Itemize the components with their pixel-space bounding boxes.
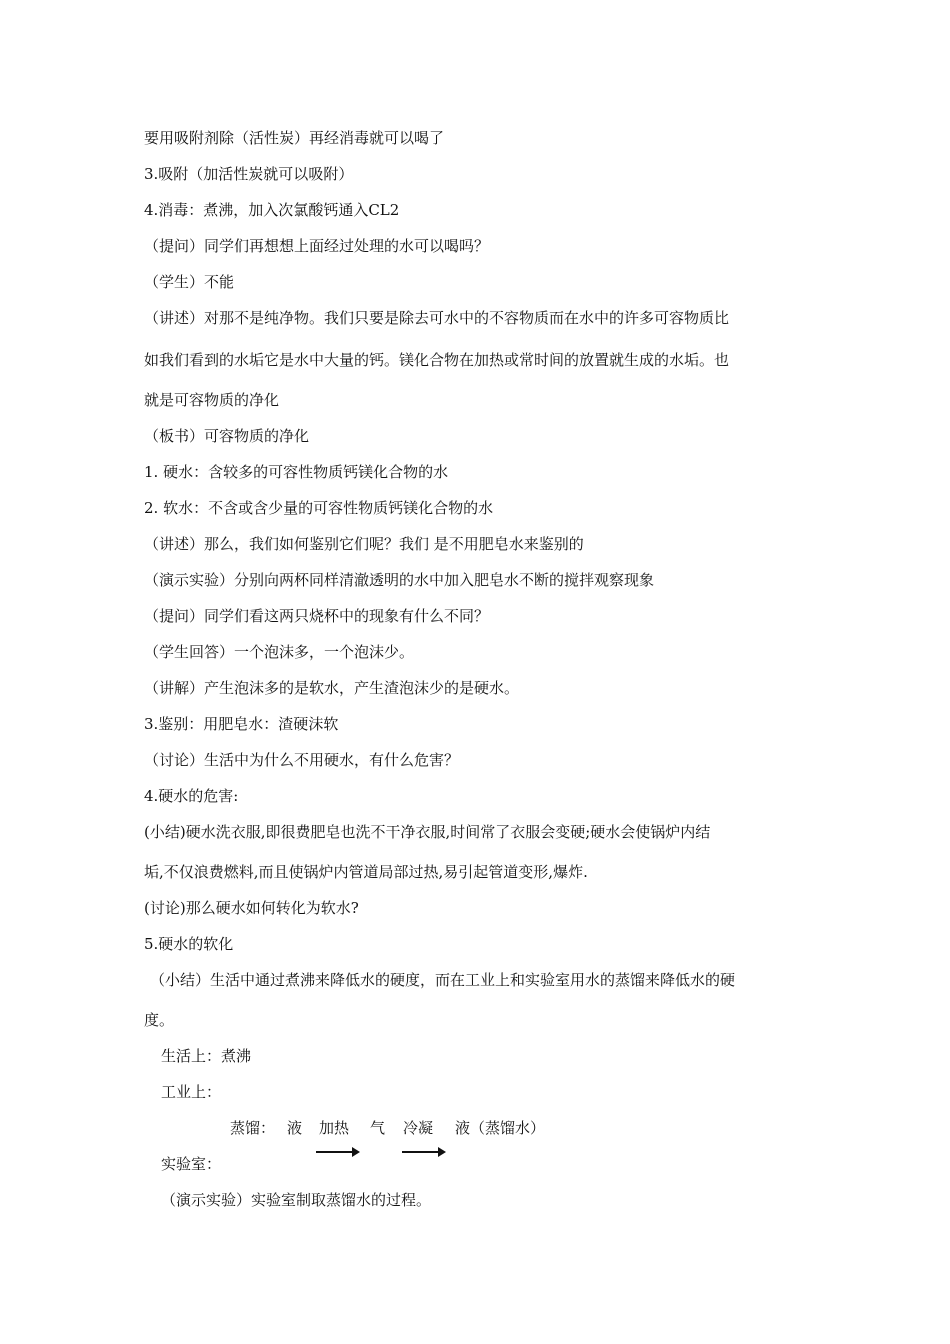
text-line: （讨论）生活中为什么不用硬水，有什么危害？	[144, 751, 460, 769]
distill-gas: 气	[370, 1119, 386, 1137]
text-line: 垢,不仅浪费燃料,而且使锅炉内管道局部过热,易引起管道变形,爆炸.	[144, 863, 588, 881]
text-line: （讲解）产生泡沫多的是软水，产生渣泡沫少的是硬水。	[144, 679, 520, 697]
distill-condense-label: 冷凝	[403, 1119, 434, 1137]
text-line: 4.消毒：煮沸，加入次氯酸钙通入CL2	[144, 201, 400, 219]
text-line: 如我们看到的水垢它是水中大量的钙。镁化合物在加热或常时间的放置就生成的水垢。也	[144, 351, 730, 369]
heat-arrow-icon	[316, 1151, 354, 1153]
text-line: （提问）同学们看这两只烧杯中的现象有什么不同？	[144, 607, 490, 625]
text-line: 要用吸附剂除（活性炭）再经消毒就可以喝了	[144, 129, 445, 147]
text-line: 度。	[144, 1011, 175, 1029]
text-line: （演示实验）实验室制取蒸馏水的过程。	[161, 1191, 432, 1209]
text-line: 实验室：	[161, 1155, 222, 1173]
text-line: 3.鉴别：用肥皂水：渣硬沫软	[144, 715, 339, 733]
text-line: (讨论)那么硬水如何转化为软水?	[144, 899, 359, 917]
text-line: 3.吸附（加活性炭就可以吸附）	[144, 165, 354, 183]
text-line: 5.硬水的软化	[144, 935, 234, 953]
text-line: （学生回答）一个泡沫多，一个泡沫少。	[144, 643, 415, 661]
distill-liquid: 液	[287, 1119, 303, 1137]
text-line: 就是可容物质的净化	[144, 391, 280, 409]
distill-label: 蒸馏：	[230, 1119, 276, 1137]
text-line: 工业上：	[161, 1083, 222, 1101]
text-line: （提问）同学们再想想上面经过处理的水可以喝吗？	[144, 237, 490, 255]
text-line: 1. 硬水：含较多的可容性物质钙镁化合物的水	[144, 463, 449, 481]
text-line: （学生）不能	[144, 273, 235, 291]
distill-heat-label: 加热	[319, 1119, 350, 1137]
text-line: 4.硬水的危害:	[144, 787, 239, 805]
text-line: 生活上：煮沸	[161, 1047, 252, 1065]
text-line: （板书）可容物质的净化	[144, 427, 310, 445]
distill-result: 液（蒸馏水）	[455, 1119, 546, 1137]
text-line: (小结)硬水洗衣服,即很费肥皂也洗不干净衣服,时间常了衣服会变硬;硬水会使锅炉内结	[144, 823, 711, 841]
text-line: （讲述）对那不是纯净物。我们只要是除去可水中的不容物质而在水中的许多可容物质比	[144, 309, 730, 327]
condense-arrow-icon	[402, 1151, 440, 1153]
text-line: （讲述）那么，我们如何鉴别它们呢？我们 是不用肥皂水来鉴别的	[144, 535, 584, 553]
text-line: （演示实验）分别向两杯同样清澈透明的水中加入肥皂水不断的搅拌观察现象	[144, 571, 655, 589]
text-line: 2. 软水：不含或含少量的可容性物质钙镁化合物的水	[144, 499, 494, 517]
text-line: （小结）生活中通过煮沸来降低水的硬度，而在工业上和实验室用水的蒸馏来降低水的硬	[150, 971, 736, 989]
